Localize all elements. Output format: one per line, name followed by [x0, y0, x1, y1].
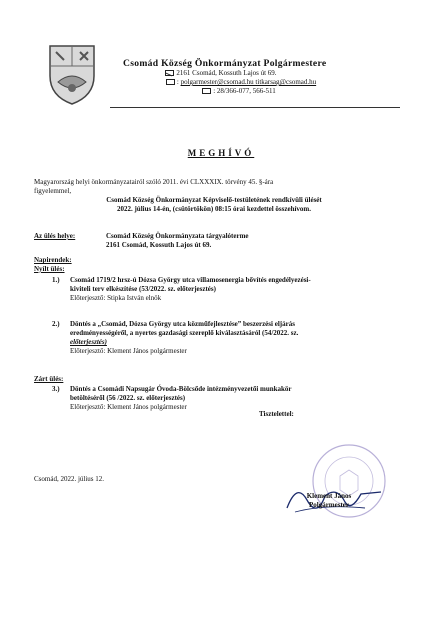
item-line: betöltéséről (56 /2022. sz. előterjesztés): [70, 394, 186, 402]
item-line: Döntés a „Csomád, Dózsa György utca közműfejlesztése” beszerzési eljárás: [70, 320, 295, 328]
envelope-icon: [165, 70, 174, 76]
location-line-1: Csomád Község Önkormányzata tárgyalóterme: [106, 232, 249, 240]
phone-icon: [202, 88, 211, 94]
email-text[interactable]: polgarmester@csomad.hu titkarsag@csomad.hu: [180, 78, 317, 86]
item-line: Csomád 1719/2 hrsz-ú Dózsa György utca villamosenergia bővítés engedélyezési-: [70, 276, 311, 284]
item-line: Döntés a Csomádi Napsugár Óvoda-Bölcsőde intézményvezetői munkakör: [70, 385, 292, 393]
phone-text: 28/366-077, 566-511: [216, 87, 276, 95]
signer-name: Klement János: [306, 492, 352, 500]
item-number: 3.): [52, 385, 60, 393]
document-title: MEGHÍVÓ: [187, 148, 255, 158]
item-line: előterjesztés): [70, 338, 107, 346]
regards-line: Tisztelettel:: [259, 410, 294, 418]
item-number: 2.): [52, 320, 60, 328]
location-text: [106, 232, 249, 250]
org-title: Csomád Község Önkormányzat Polgármestere: [123, 58, 327, 69]
item-number: 1.): [52, 276, 60, 284]
item-presenter: Előterjesztő: Stipka István elnök: [70, 294, 162, 302]
phone-line: : 28/366-077, 566-511: [18, 87, 442, 96]
agenda-heading: Napirendek:: [34, 256, 72, 264]
intro-line-3: Csomád Község Önkormányzat Képviselő-testületének rendkívüli ülését: [106, 196, 322, 204]
agenda-item: [52, 276, 396, 303]
email-line: : polgarmester@csomad.hu titkarsag@csomad.hu: [20, 78, 442, 87]
intro-paragraph: [34, 178, 394, 214]
intro-line-4: 2022. július 14-én, (csütörtökön) 08:15 órai kezdettel összehívom.: [116, 205, 312, 213]
location-line-2: 2161 Csomád, Kossuth Lajos út 69.: [106, 241, 212, 249]
computer-icon: [166, 79, 175, 85]
item-presenter: Előterjesztő: Klement János polgármester: [70, 347, 187, 355]
address-line: [0, 69, 442, 78]
open-session-heading: Nyílt ülés:: [34, 265, 65, 273]
address-text: 2161 Csomád, Kossuth Lajos út 69.: [176, 69, 277, 77]
signature-block: [284, 492, 374, 510]
header-divider: [110, 107, 400, 108]
intro-line-1: Magyarország helyi önkormányzatairól szóló 2011. évi CLXXXIX. törvény 45. §-ára: [34, 178, 274, 186]
intro-line-2: figyelemmel,: [34, 187, 72, 195]
date-line: Csomád, 2022. július 12.: [34, 475, 105, 483]
agenda-item: [52, 320, 396, 356]
signer-title: Polgármester: [308, 501, 350, 509]
item-line: eredményességéről, a nyertes gazdasági szereplő kiválasztásáról (54/2022. sz.: [70, 329, 299, 337]
item-line: kiviteli terv elkészítése (53/2022. sz. előterjesztés): [70, 285, 216, 293]
location-label: Az ülés helye:: [34, 232, 76, 240]
item-presenter: Előterjesztő: Klement János polgármester: [70, 403, 187, 411]
closed-session-heading: Zárt ülés:: [34, 375, 64, 383]
agenda-item: [52, 385, 396, 412]
